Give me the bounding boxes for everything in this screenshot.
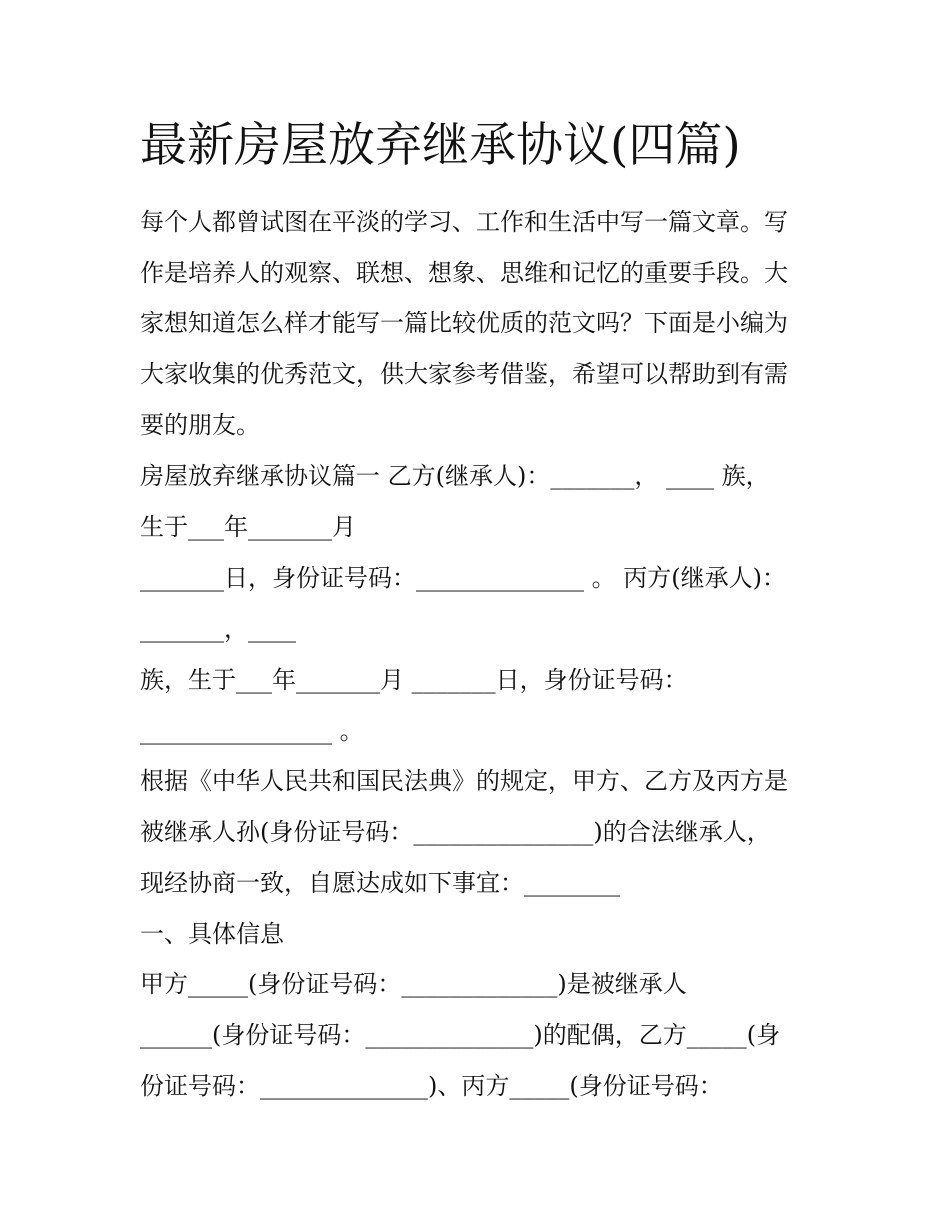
paragraph-line: 家想知道怎么样才能写一篇比较优质的范文吗？下面是小编为: [140, 309, 788, 337]
paragraph-line: 现经协商一致，自愿达成如下事宜：________: [140, 869, 620, 897]
paragraph-line: 族，生于___年_______月 _______日，身份证号码：: [140, 666, 688, 694]
paragraph-line: ________________ 。: [140, 717, 364, 745]
paragraph-line: 房屋放弃继承协议篇一 乙方(继承人)：_______， ____ 族，: [140, 462, 770, 490]
paragraph-line: 大家收集的优秀范文，供大家参考借鉴，希望可以帮助到有需: [140, 360, 788, 388]
paragraph-line: 被继承人孙(身份证号码：_______________)的合法继承人，: [140, 818, 771, 846]
document-title: 最新房屋放弃继承协议(四篇): [140, 118, 741, 173]
paragraph-line: 要的朋友。: [140, 411, 260, 439]
paragraph-line: 根据《中华人民共和国民法典》的规定，甲方、乙方及丙方是: [140, 767, 788, 795]
paragraph-line: 份证号码：______________)、丙方_____(身份证号码：: [140, 1072, 723, 1100]
paragraph-line: ______(身份证号码：______________)的配偶，乙方_____(身: [140, 1021, 781, 1049]
paragraph-line: _______日，身份证号码：______________ 。 丙方(继承人)：: [140, 564, 786, 592]
paragraph-line: 生于___年_______月: [140, 513, 356, 541]
paragraph-line: _______，____: [140, 615, 296, 643]
paragraph-line: 每个人都曾试图在平淡的学习、工作和生活中写一篇文章。写: [140, 208, 788, 236]
paragraph-line: 甲方_____(身份证号码：_____________)是被继承人: [140, 970, 687, 998]
paragraph-line: 作是培养人的观察、联想、想象、思维和记忆的重要手段。大: [140, 259, 788, 287]
section-heading: 一、具体信息: [140, 920, 284, 948]
